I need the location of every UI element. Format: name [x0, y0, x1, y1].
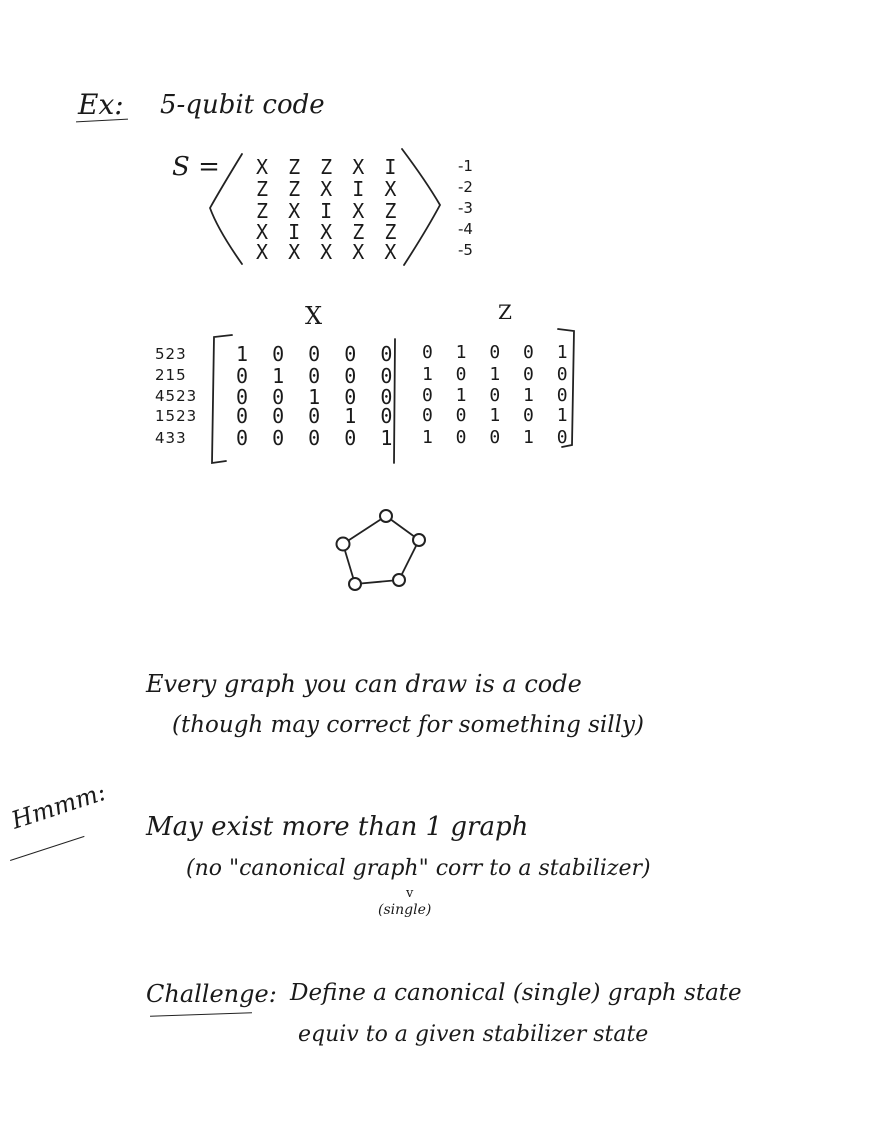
graph-node — [380, 510, 392, 522]
left-angle-bracket — [206, 150, 246, 270]
z-block-row: 0 1 0 1 0 — [422, 385, 574, 406]
graph-node — [413, 534, 425, 546]
x-block-header: X — [305, 302, 323, 330]
challenge-underline — [150, 1012, 252, 1017]
x-block-row: 0 0 1 0 0 — [236, 385, 399, 409]
x-block-row: 0 0 0 0 1 — [236, 426, 399, 450]
note-line: (though may correct for something silly) — [172, 712, 644, 738]
insertion-note: (single) — [378, 902, 432, 918]
graph-node — [337, 538, 350, 551]
row-tag: -3 — [458, 199, 473, 217]
example-label: Ex: — [78, 88, 124, 121]
x-block-row: 0 1 0 0 0 — [236, 364, 399, 388]
graph-edge — [343, 516, 386, 544]
matrix-row-label: 1523 — [155, 407, 198, 425]
stabilizer-row: Z X I X Z — [256, 199, 401, 223]
note-line: (no "canonical graph" corr to a stabilizer) — [186, 856, 651, 881]
row-tag: -5 — [458, 241, 473, 259]
stabilizer-label: S = — [172, 152, 220, 182]
x-block-row: 1 0 0 0 0 — [236, 342, 399, 366]
pentagon-graph — [325, 500, 435, 605]
hmm-underline — [10, 836, 84, 861]
row-tag: -1 — [458, 157, 473, 175]
matrix-row-label: 433 — [155, 429, 187, 447]
stabilizer-row: X X X X X — [256, 240, 401, 264]
z-block-row: 0 1 0 0 1 — [422, 342, 574, 363]
matrix-row-label: 4523 — [155, 387, 198, 405]
z-block-row: 1 0 0 1 0 — [422, 427, 574, 448]
hmm-label: Hmmm: — [8, 777, 110, 835]
page-title: 5-qubit code — [160, 90, 325, 120]
right-angle-bracket — [398, 145, 444, 270]
z-block-row: 1 0 1 0 0 — [422, 364, 574, 385]
note-line: equiv to a given stabilizer state — [298, 1022, 649, 1047]
stabilizer-row: Z Z X I X — [256, 177, 401, 201]
matrix-row-label: 523 — [155, 345, 187, 363]
insertion-caret: v — [406, 886, 414, 901]
z-block-header: Z — [498, 300, 512, 324]
note-line: Define a canonical (single) graph state — [290, 980, 742, 1006]
note-line: May exist more than 1 graph — [146, 812, 529, 842]
stabilizer-row: X I X Z Z — [256, 220, 401, 244]
graph-node — [393, 574, 405, 586]
graph-node — [349, 578, 361, 590]
challenge-label: Challenge: — [146, 980, 277, 1008]
note-line: Every graph you can draw is a code — [146, 670, 582, 698]
x-block-row: 0 0 0 1 0 — [236, 404, 399, 428]
stabilizer-row: X Z Z X I — [256, 155, 401, 179]
z-block-row: 0 0 1 0 1 — [422, 405, 574, 426]
row-tag: -4 — [458, 220, 473, 238]
matrix-row-label: 215 — [155, 366, 187, 384]
row-tag: -2 — [458, 178, 473, 196]
